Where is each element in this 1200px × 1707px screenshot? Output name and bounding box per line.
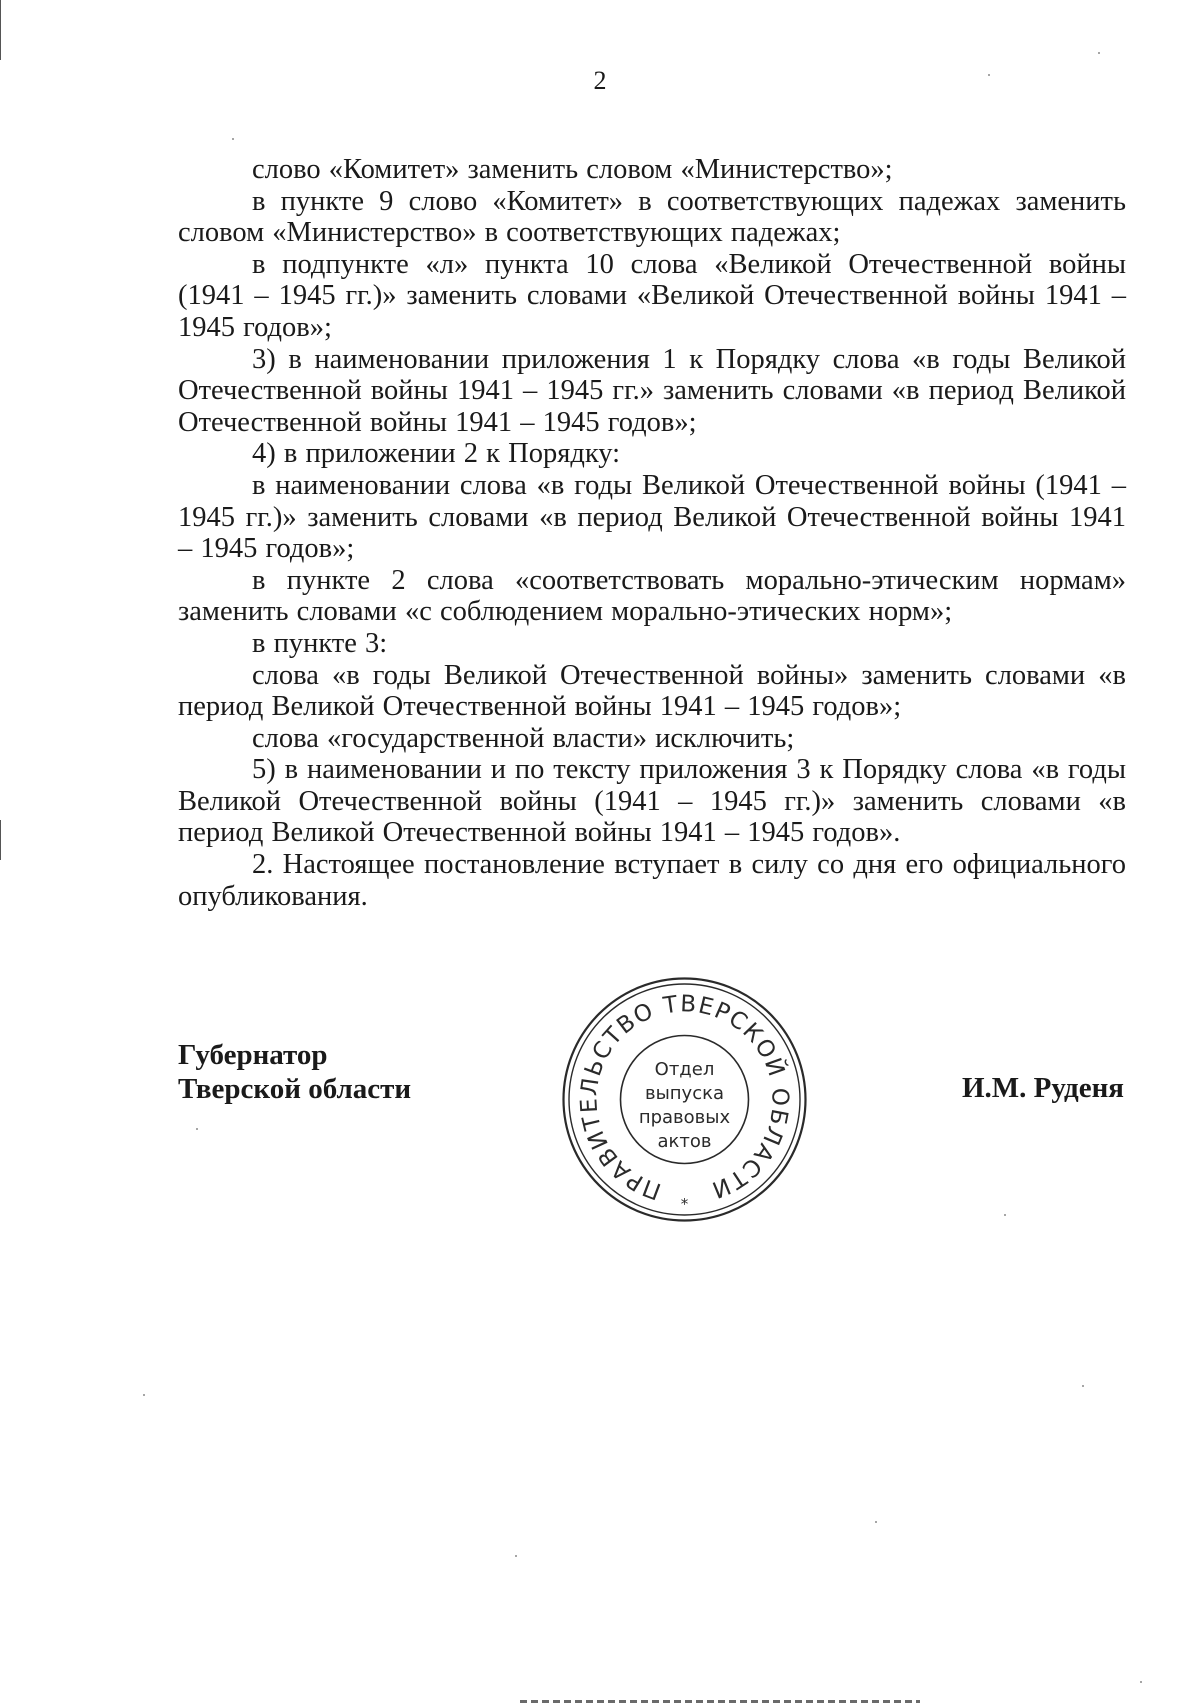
official-stamp: [561, 976, 808, 1223]
paragraph: 3) в наименовании приложения 1 к Порядку слова «в годы Великой Отечественной войны 1941 – 1945 гг.» заменить словами «в период Великой Отечественной войны 1941 – 1945 годов»;: [178, 343, 1126, 438]
scan-speck: [196, 1128, 198, 1130]
scan-speck: [1140, 1681, 1142, 1683]
paragraph: слово «Комитет» заменить словом «Министерство»;: [252, 154, 893, 185]
signatory-name: И.М. Руденя: [961, 1072, 1124, 1104]
stamp-center-line: актов: [657, 1131, 712, 1152]
stamp-center-line: выпуска: [644, 1083, 725, 1104]
paragraph: 2. Настоящее постановление вступает в силу со дня его официального опубликования.: [178, 849, 1126, 912]
paragraph: в пункте 9 слово «Комитет» в соответствующих падежах заменить словом «Министерство» в соответствующих падежах;: [178, 185, 1126, 249]
stamp-center-line: правовых: [638, 1107, 731, 1128]
scan-speck: [143, 1394, 145, 1396]
scan-speck: [1004, 1214, 1006, 1216]
document-body: [178, 154, 1126, 912]
scan-speck: [1098, 52, 1100, 54]
scan-speck: [875, 1521, 877, 1523]
paragraph: слова «в годы Великой Отечественной войны» заменить словами «в период Великой Отечественной войны 1941 – 1945 годов»;: [178, 659, 1126, 723]
scan-speck: [988, 74, 990, 76]
paragraph: слова «государственной власти» исключить;: [252, 722, 795, 754]
scan-speck: [515, 1555, 517, 1557]
scan-edge-mark: [0, 820, 1, 860]
signatory-title-line: Губернатор: [178, 1039, 328, 1071]
paragraph: 4) в приложении 2 к Порядку:: [252, 438, 621, 470]
paragraph: в пункте 2 слова «соответствовать морально-этическим нормам» заменить словами «с соблюдением морально-этических норм»;: [178, 564, 1126, 628]
scan-speck: [232, 138, 234, 140]
scan-speck: [1082, 1385, 1084, 1387]
page-number: 2: [593, 66, 607, 95]
paragraph: в пункте 3:: [252, 627, 388, 659]
paragraph: в наименовании слова «в годы Великой Отечественной войны (1941 – 1945 гг.)» заменить словами «в период Великой Отечественной войны 1941 – 1945 годов»;: [178, 469, 1126, 565]
stamp-star: *: [680, 1195, 689, 1213]
paragraph: 5) в наименовании и по тексту приложения 3 к Порядку слова «в годы Великой Отечественной войны (1941 – 1945 гг.)» заменить словами «в период Великой Отечественной войны 1941 – 1945 годов».: [178, 754, 1126, 849]
paragraph: в подпункте «л» пункта 10 слова «Великой Отечественной войны (1941 – 1945 гг.)» заменить словами «Великой Отечественной войны 1941 – 1945 годов»;: [178, 248, 1126, 343]
stamp-center-line: Отдел: [654, 1059, 715, 1080]
signatory-title: [178, 1038, 411, 1106]
stamp-ring-text: ПРАВИТЕЛЬСТВО ТВЕРСКОЙ ОБЛАСТИ: [576, 991, 793, 1204]
scan-edge-mark: [0, 0, 1, 60]
scan-bottom-edge: [520, 1700, 920, 1703]
signatory-title-line: Тверской области: [178, 1073, 412, 1105]
